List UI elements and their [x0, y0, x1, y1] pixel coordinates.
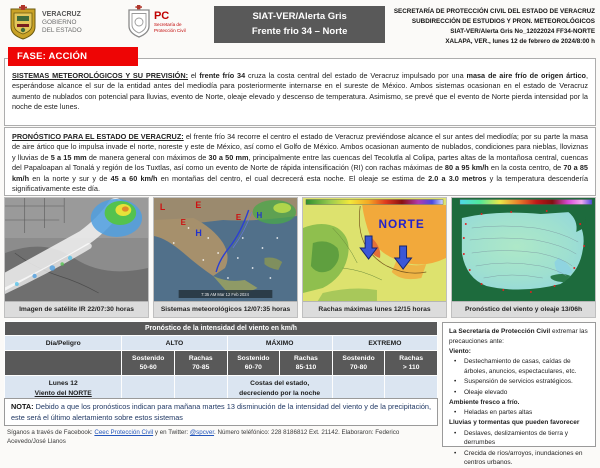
weather-systems-panel: [153, 197, 298, 318]
precaution-heading: [449, 418, 590, 428]
text-segment: y en Twitter:: [153, 429, 190, 436]
nota-box: [4, 398, 438, 426]
precaution-bullet-item: [449, 357, 590, 377]
norte-label: NORTE: [378, 217, 424, 231]
issuer-line: SUBDIRECCIÓN DE ESTUDIOS Y PRON. METEOROLÓGICOS: [385, 17, 595, 27]
wind-table-wrap: [4, 321, 438, 404]
wind-table-title: Pronóstico de la intensidad del viento en km/h: [5, 322, 438, 336]
text-segment: masa de aire frío de origen ártico: [466, 71, 586, 80]
svg-text:H: H: [257, 211, 263, 220]
subcol: Sostenido 70-80: [332, 351, 385, 376]
text-segment: Suspensión de servicios estratégicos.: [464, 378, 573, 385]
issuer-info: [385, 5, 595, 47]
social-link[interactable]: @spcver: [190, 429, 214, 436]
level-alto: ALTO: [122, 336, 227, 351]
text-segment: y la temperatura descendería significativamente este día.: [12, 174, 588, 193]
text-segment: en montañas del centro, el cual decrecerá esta noche. El oleaje se estima de: [158, 174, 429, 183]
level-extremo: EXTREMO: [332, 336, 437, 351]
svg-text:E: E: [195, 200, 201, 210]
text-segment: 70 a 85 km/h: [12, 163, 588, 182]
header: [0, 2, 600, 46]
text-segment: 80 a 95 km/h: [445, 163, 489, 172]
text-segment: SISTEMAS METEOROLÓGICOS Y SU PREVISIÓN:: [12, 71, 188, 80]
veracruz-shield-icon: [8, 5, 38, 41]
svg-text:H: H: [195, 228, 201, 238]
satellite-ir-panel: [4, 197, 149, 318]
text-segment: Lluvias y tormentas que pueden favorecer: [449, 419, 579, 426]
alert-title-box: [214, 6, 385, 43]
text-segment: PRONÓSTICO PARA EL ESTADO DE VERACRUZ:: [12, 132, 184, 141]
weather-systems-image: [154, 198, 297, 301]
text-segment: La Secretaría de Protección Civil: [449, 328, 550, 335]
text-segment: el frente frío 34 recorre el centro el estado de Veracruz previéndose alcance el sur antes del mediodía; por su parte la masa de aire ártico que lo impulsa invade el norte, noreste y este de México, así como el Golfo de México. Ambos ocasionan aumento de nublados, condiciones para nieblas, lloviznas y lluvias de: [12, 132, 588, 162]
precaution-heading: [449, 347, 590, 357]
max-gusts-caption: Rachas máximas lunes 12/15 horas: [303, 301, 446, 317]
text-segment: 2.0 a 3.0 metros: [428, 174, 486, 183]
issuer-line: XALAPA, VER., lunes 12 de febrero de 2024/8:00 h: [385, 37, 595, 47]
systems-image-timestamp: 7:35 AM Mar 12 Feb 2024: [201, 292, 249, 297]
wind-wave-forecast-map: [452, 198, 595, 301]
veracruz-logo-text: VERACRUZ GOBIERNO DEL ESTADO: [42, 11, 82, 36]
text-segment: 45 a 60 km/h: [111, 174, 158, 183]
text-segment: Oleaje elevado: [464, 389, 507, 396]
text-segment: Síganos a través de Facebook:: [7, 429, 94, 436]
svg-text:E: E: [236, 213, 241, 222]
text-segment: Heladas en partes altas: [464, 409, 532, 416]
issuer-line: SIAT-VER/Alerta Gris No_12022024 FF34-NORTE: [385, 27, 595, 37]
max-gusts-map: [303, 198, 446, 301]
proteccion-civil-logo: [127, 5, 200, 39]
alert-title-line2: Frente frio 34 – Norte: [222, 25, 377, 40]
precautions-box: [442, 322, 596, 447]
pc-shield-icon: [127, 5, 151, 39]
precaution-bullet-item: [449, 408, 590, 418]
text-segment: , principalmente entre las cuencas del Tecolutla al Colipa, partes altas de la montañosa central, cuencas del Papaloapan al Tonalá y región de los Tuxtlas, así como un evento de Norte de rápida intensificación (RI) con rachas máximas de: [12, 153, 588, 172]
footer-contact-line: [7, 428, 439, 447]
subcol: Rachas > 110: [385, 351, 438, 376]
subcol: Sostenido 60-70: [227, 351, 280, 376]
text-segment: en la norte y sur y de: [29, 174, 111, 183]
text-segment: frente frío 34: [199, 71, 245, 80]
svg-text:E: E: [181, 218, 186, 227]
precaution-bullet-item: [449, 449, 590, 468]
precaution-bullet-item: [449, 388, 590, 398]
text-segment: 5 a 15 mm: [51, 153, 87, 162]
svg-text:L: L: [160, 202, 166, 212]
text-segment: , esperándose alcance el sur de la entidad antes del mediodía para posteriormente internarse en el sureste de México. Ambos sistemas ocasionan en el estado de Veracruz aumento de nublados con potencial para lluvias, evento de Norte, oleaje elevado y descenso de temperatura. Asimismo, se prevé que el evento de Norte pierda intensidad por la noche de este lunes.: [12, 71, 588, 111]
row-day-cell: Lunes 12 Viento del NORTE: [5, 376, 122, 403]
col-day-peligro: Día/Peligro: [5, 336, 122, 351]
precaution-bullet-item: [449, 377, 590, 387]
text-segment: 30 a 50 mm: [209, 153, 249, 162]
precaution-bullet-item: [449, 429, 590, 449]
text-segment: en la costa centro, de: [489, 163, 564, 172]
subcol-empty: [5, 351, 122, 376]
text-segment: NOTA:: [11, 402, 34, 411]
weather-systems-paragraph: [4, 58, 596, 126]
text-segment: el: [188, 71, 199, 80]
satellite-ir-caption: Imagen de satélite IR 22/07:30 horas: [5, 301, 148, 317]
phase-action-banner: FASE: ACCIÓN: [8, 47, 138, 66]
text-segment: cruza la costa central del estado de Veracruz impulsado por una: [245, 71, 466, 80]
text-segment: Debido a que los pronósticos indican para mañana martes 13 disminución de la intensidad del viento y de la precipitación, este será el último alertamiento sobre estos sistemas: [11, 402, 431, 422]
wind-wave-caption: Pronóstico del viento y oleaje 13/06h: [452, 301, 595, 317]
wind-intensity-table: [4, 321, 438, 404]
issuer-line: SECRETARÍA DE PROTECCIÓN CIVIL DEL ESTADO DE VERACRUZ: [385, 7, 595, 17]
subcol: Rachas 70-85: [174, 351, 227, 376]
forecast-images-row: [4, 197, 596, 318]
text-segment: Destechamiento de casas, caídas de árboles, anuncios, espectaculares, etc.: [464, 358, 576, 375]
max-gusts-panel: [302, 197, 447, 318]
subcol: Sostenido 50-60: [122, 351, 175, 376]
cell-maximo-note: Costas del estado, decreciendo por la noche: [227, 376, 332, 403]
level-maximo: MÁXIMO: [227, 336, 332, 351]
social-link[interactable]: Ceec Protección Civil: [94, 429, 153, 436]
text-segment: extremar las precauciones ante:: [449, 328, 588, 345]
wind-wave-panel: [451, 197, 596, 318]
text-segment: Crecida de ríos/arroyos, inundaciones en centros urbanos.: [464, 450, 583, 467]
weather-systems-caption: Sistemas meteorológicos 12/07:35 horas: [154, 301, 297, 317]
satellite-ir-image: [5, 198, 148, 301]
text-segment: Viento:: [449, 348, 471, 355]
text-segment: . Número teléfónico: 228 8186812 Ext. 21142. Elaboraron: Federico Acevedo/José Llanos: [7, 429, 399, 445]
veracruz-government-logo: [8, 5, 125, 41]
veracruz-forecast-paragraph: [4, 127, 596, 196]
pc-logo-text: PC Secretaría de Protección Civil: [154, 11, 186, 33]
text-segment: de manera general con máximos de: [87, 153, 209, 162]
text-segment: Ambiente fresco a frío.: [449, 399, 519, 406]
text-segment: Deslaves, deslizamientos de tierra y derrumbes: [464, 430, 568, 447]
precaution-heading: [449, 398, 590, 408]
alert-title-line1: SIAT-VER/Alerta Gris: [222, 10, 377, 25]
subcol: Rachas 85-110: [280, 351, 333, 376]
precaution-heading: [449, 327, 590, 347]
